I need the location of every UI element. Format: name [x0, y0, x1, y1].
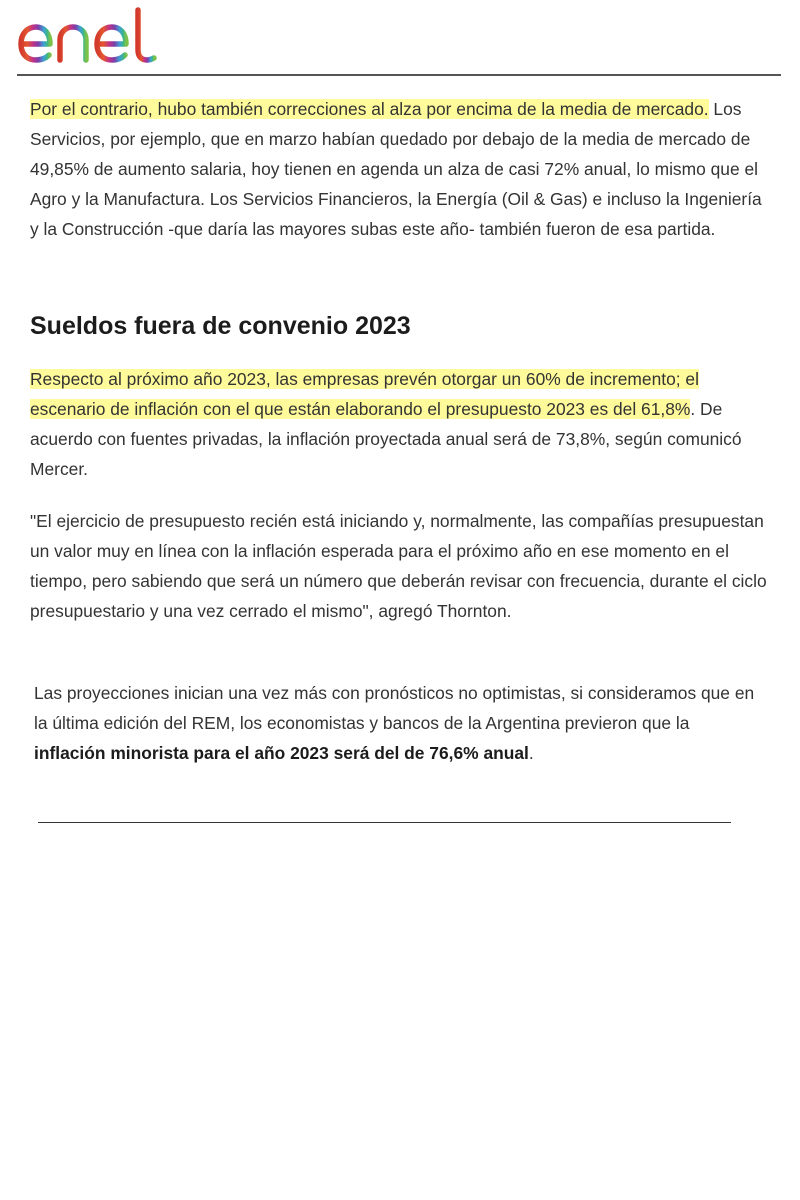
highlighted-text: Respecto al próximo año 2023, las empresas prevén otorgar un 60% de incremento; el escenario de inflación con el que están elaborando el presupuesto 2023 es del 61,8% [30, 369, 699, 419]
page-header [0, 0, 800, 76]
paragraph-corrections [30, 94, 772, 244]
header-divider [17, 74, 781, 76]
paragraph-text-end: . [528, 743, 534, 763]
paragraph-text: . De acuerdo con fuentes privadas, la inflación proyectada anual será de 73,8%, según comunicó Mercer. [30, 399, 742, 479]
paragraph-text: Las proyecciones inician una vez más con pronósticos no optimistas, si consideramos que en la última edición del REM, los economistas y bancos de la Argentina previeron que la [34, 683, 755, 733]
paragraph-text: Los Servicios, por ejemplo, que en marzo habían quedado por debajo de la media de mercado de 49,85% de aumento salaria, hoy tienen en agenda un alza de casi 72% anual, lo mismo que el Agro y la Manufactura. Los Servicios Financieros, la Energía (Oil & Gas) e incluso la Ingeniería y la Construcción -que daría las mayores subas este año- también fueron de esa partida. [30, 99, 762, 239]
bold-text: inflación minorista para el año 2023 será del de 76,6% anual [34, 743, 529, 763]
footer-divider [38, 822, 731, 823]
paragraph-quote: "El ejercicio de presupuesto recién está iniciando y, normalmente, las compañías presupuestan un valor muy en línea con la inflación esperada para el próximo año en ese momento en el tiempo, pero sabiendo que será un número que deberán revisar con frecuencia, durante el ciclo presupuestario y una vez cerrado el mismo", agregó Thornton. [30, 511, 767, 621]
paragraph-budget-2023 [30, 364, 772, 484]
enel-logo[interactable] [16, 6, 172, 68]
section-heading: Sueldos fuera de convenio 2023 [30, 312, 411, 340]
highlighted-text: Por el contrario, hubo también correcciones al alza por encima de la media de mercado. [30, 99, 709, 119]
paragraph-projections [34, 678, 764, 768]
